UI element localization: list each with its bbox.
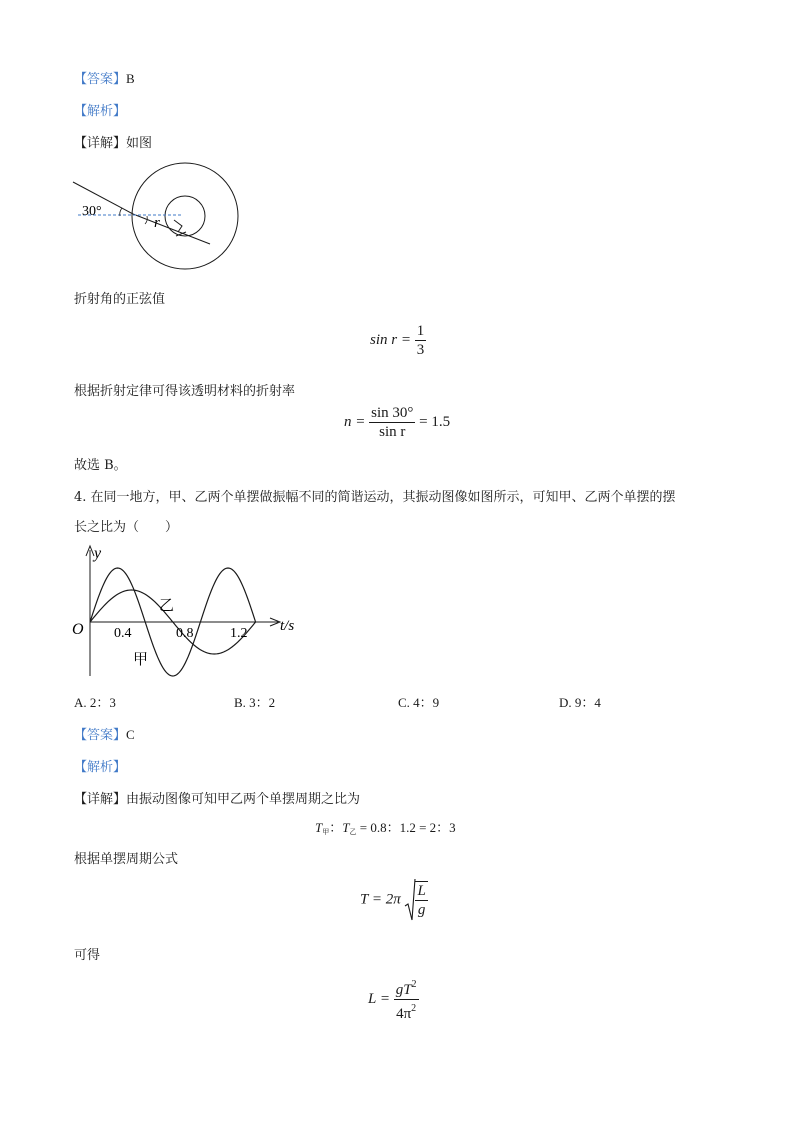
answer-tag: 【答案】	[74, 72, 127, 87]
period-lhs: T = 2π	[360, 891, 401, 908]
q4-line-get: 可得	[74, 948, 101, 963]
length-lhs: L =	[368, 990, 390, 1007]
length-fraction	[394, 976, 419, 1023]
detail-text: 如图	[126, 136, 153, 151]
ratio-t1: T	[315, 820, 323, 835]
ratio-rhs: = 0.8：1.2 = 2：3	[359, 820, 456, 835]
angle-arc-r	[145, 216, 147, 224]
q4-stem-line2: 长之比为（ ）	[74, 520, 179, 535]
outer-circle	[132, 163, 238, 269]
period-den: g	[417, 902, 426, 918]
length-den-a: 4π	[396, 1006, 412, 1022]
ratio-s1: 甲	[322, 828, 330, 836]
vibration-graph	[70, 542, 302, 678]
eq1-lhs: sin r =	[370, 331, 411, 348]
eq2-lhs: n =	[344, 413, 366, 430]
origin-label: O	[72, 621, 84, 638]
q4-answer-value: C	[126, 727, 135, 742]
q4-answer-line	[74, 724, 135, 743]
eq1-den: 3	[416, 342, 425, 358]
label-yi: 乙	[159, 598, 175, 614]
length-num	[394, 976, 419, 1000]
option-d-text: 9：4	[574, 695, 601, 710]
angle-label-30: 30°	[82, 204, 102, 219]
q3-conclusion: 故选 B。	[74, 458, 127, 473]
ratio-s2: 乙	[349, 828, 357, 836]
length-den-exp: 2	[411, 1003, 417, 1014]
option-d[interactable]	[559, 692, 601, 711]
eq-period-ratio	[315, 817, 456, 837]
eq2-num: sin 30°	[371, 405, 414, 421]
t-label: t/s	[280, 618, 295, 634]
answer-value: B	[126, 71, 135, 86]
length-num-a: gT	[395, 982, 412, 998]
eq2-rhs: = 1.5	[419, 413, 451, 430]
refracted-ray	[133, 214, 210, 244]
eq2-den: sin r	[379, 424, 406, 440]
ratio-sep: ：	[329, 820, 343, 835]
q3-line2: 根据折射定律可得该透明材料的折射率	[74, 384, 296, 399]
ratio-t2: T	[342, 820, 350, 835]
option-c-letter: C.	[398, 695, 410, 710]
detail-tag: 【详解】	[74, 136, 127, 151]
eq-period	[360, 878, 428, 922]
q4-analysis-tag: 【解析】	[74, 760, 127, 775]
option-b[interactable]	[234, 692, 275, 711]
option-c-text: 4：9	[413, 695, 440, 710]
eq1-num: 1	[416, 323, 425, 339]
q3-answer-line	[74, 68, 135, 87]
q4-line-formula: 根据单摆周期公式	[74, 852, 179, 867]
r-label: r	[154, 215, 160, 231]
q4-detail-text: 由振动图像可知甲乙两个单摆周期之比为	[126, 792, 361, 807]
label-jia: 甲	[133, 652, 149, 668]
eq-sin-r	[370, 322, 426, 359]
y-label: y	[94, 545, 102, 562]
option-b-letter: B.	[234, 695, 246, 710]
option-d-letter: D.	[559, 695, 572, 710]
q3-detail-line	[74, 132, 152, 151]
inner-circle	[165, 196, 205, 236]
option-a[interactable]	[74, 692, 116, 711]
length-num-exp: 2	[411, 979, 417, 990]
q4-stem-line1: 4. 在同一地方，甲、乙两个单摆做振幅不同的简谐运动，其振动图像如图所示，可知甲、乙两个单摆的摆	[74, 490, 676, 505]
eq-index	[344, 404, 450, 441]
refraction-figure	[70, 160, 242, 272]
period-num: L	[417, 883, 426, 899]
tick-0-4: 0.4	[114, 626, 132, 641]
q3-analysis-tag: 【解析】	[74, 104, 127, 119]
option-c[interactable]	[398, 692, 439, 711]
eq2-fraction	[369, 404, 415, 441]
eq1-fraction	[415, 322, 427, 359]
q4-answer-tag: 【答案】	[74, 728, 127, 743]
q4-detail-tag: 【详解】	[74, 792, 127, 807]
option-b-text: 3：2	[249, 695, 276, 710]
sqrt-group	[404, 878, 427, 922]
q3-line1: 折射角的正弦值	[74, 292, 166, 307]
tick-0-8: 0.8	[176, 626, 194, 641]
option-a-letter: A.	[74, 695, 87, 710]
tick-1-2: 1.2	[230, 626, 248, 641]
length-den	[394, 1000, 419, 1023]
period-fraction	[415, 881, 427, 919]
q4-detail-line	[74, 788, 360, 807]
option-a-text: 2：3	[89, 695, 116, 710]
eq-length	[368, 976, 419, 1023]
